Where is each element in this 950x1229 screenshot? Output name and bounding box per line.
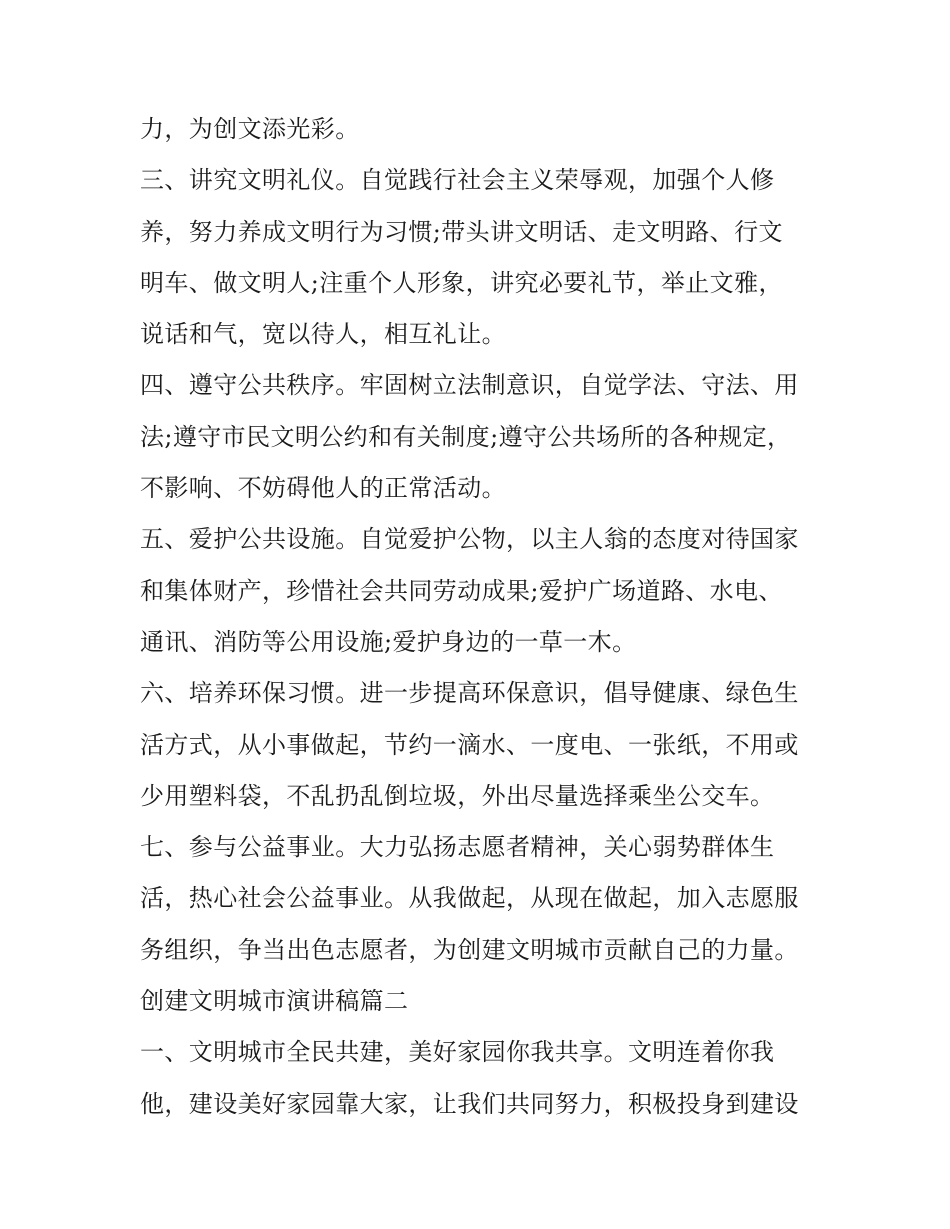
text-line: 力，为创文添光彩。: [140, 115, 360, 143]
text-line: 活，热心社会公益事业。从我做起，从现在做起，加入志愿服: [140, 884, 799, 913]
text-line: 四、遵守公共秩序。牢固树立法制意识，自觉学法、守法、用: [140, 371, 799, 400]
text-line: 他，建设美好家园靠大家，让我们共同努力，积极投身到建设: [140, 1089, 799, 1118]
text-line: 不影响、不妨碍他人的正常活动。: [140, 474, 506, 503]
text-line: 通讯、消防等公用设施;爱护身边的一草一木。: [140, 627, 637, 656]
text-line: 六、培养环保习惯。进一步提高环保意识，倡导健康、绿色生: [140, 679, 799, 708]
text-line: 养，努力养成文明行为习惯;带头讲文明话、走文明路、行文: [140, 217, 783, 246]
text-line: 法;遵守市民文明公约和有关制度;遵守公共场所的各种规定，: [140, 422, 792, 451]
text-line: 一、文明城市全民共建，美好家园你我共享。文明连着你我: [140, 1038, 775, 1067]
document-body: [140, 104, 830, 1130]
text-line: 务组织，争当出色志愿者，为创建文明城市贡献自己的力量。: [140, 935, 799, 964]
text-line: 三、讲究文明礼仪。自觉践行社会主义荣辱观，加强个人修: [140, 166, 775, 195]
text-line: 活方式，从小事做起，节约一滴水、一度电、一张纸，不用或: [140, 730, 799, 759]
text-line: 五、爱护公共设施。自觉爱护公物，以主人翁的态度对待国家: [140, 525, 799, 554]
text-line: 七、参与公益事业。大力弘扬志愿者精神，关心弱势群体生: [140, 833, 775, 862]
text-line: 和集体财产，珍惜社会共同劳动成果;爱护广场道路、水电、: [140, 576, 783, 605]
text-line: 明车、做文明人;注重个人形象，讲究必要礼节，举止文雅，: [140, 268, 783, 297]
section-heading: 创建文明城市演讲稿篇二: [140, 987, 409, 1016]
text-line: 说话和气，宽以待人，相互礼让。: [140, 320, 506, 349]
text-line: 少用塑料袋，不乱扔乱倒垃圾，外出尽量选择乘坐公交车。: [140, 781, 775, 810]
